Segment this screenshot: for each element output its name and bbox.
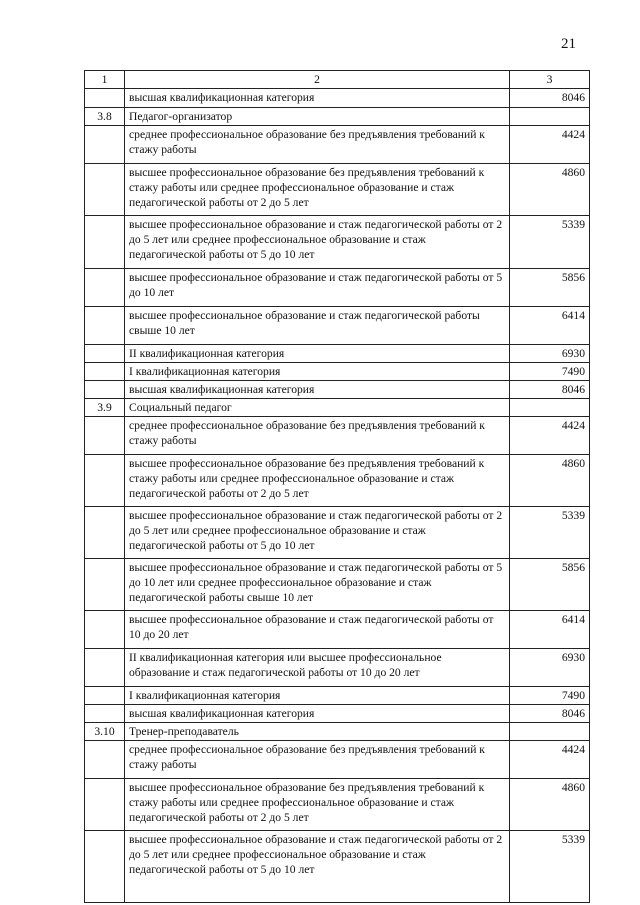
column-header-1: 1 xyxy=(85,71,125,89)
table-row xyxy=(85,307,590,345)
section-row xyxy=(85,399,590,417)
row-number xyxy=(85,455,125,507)
section-number: 3.8 xyxy=(85,108,125,126)
section-number: 3.9 xyxy=(85,399,125,417)
section-number: 3.10 xyxy=(85,723,125,741)
row-number xyxy=(85,89,125,108)
table-row xyxy=(85,507,590,559)
row-value: 8046 xyxy=(510,705,590,723)
row-value: 5856 xyxy=(510,269,590,307)
table-row xyxy=(85,741,590,779)
row-value: 6930 xyxy=(510,345,590,363)
row-description: высшее профессиональное образование и стаж педагогической работы от 2 до 5 лет или среднее профессиональное образование и стаж педагогической работы от 5 до 10 лет xyxy=(125,831,510,903)
row-description: среднее профессиональное образование без предъявления требований к стажу работы xyxy=(125,741,510,779)
row-description: I квалификационная категория xyxy=(125,363,510,381)
page-number: 21 xyxy=(561,36,576,52)
row-value: 6414 xyxy=(510,307,590,345)
table-row xyxy=(85,831,590,903)
row-value xyxy=(510,399,590,417)
row-value: 7490 xyxy=(510,363,590,381)
row-number xyxy=(85,779,125,831)
table-row xyxy=(85,126,590,164)
table-row xyxy=(85,381,590,399)
table-row xyxy=(85,559,590,611)
table-row xyxy=(85,779,590,831)
row-description: высшее профессиональное образование и стаж педагогической работы от 5 до 10 лет или среднее профессиональное образование и стаж педагогической работы свыше 10 лет xyxy=(125,559,510,611)
row-description: II квалификационная категория xyxy=(125,345,510,363)
row-value: 4424 xyxy=(510,741,590,779)
row-description: высшее профессиональное образование и стаж педагогической работы от 2 до 5 лет или среднее профессиональное образование и стаж педагогической работы от 5 до 10 лет xyxy=(125,216,510,269)
row-value: 8046 xyxy=(510,381,590,399)
row-number xyxy=(85,269,125,307)
table-row xyxy=(85,705,590,723)
row-number xyxy=(85,381,125,399)
row-number xyxy=(85,307,125,345)
section-row xyxy=(85,108,590,126)
table-row xyxy=(85,417,590,455)
row-description: II квалификационная категория или высшее профессиональное образование и стаж педагогической работы от 10 до 20 лет xyxy=(125,649,510,687)
row-number xyxy=(85,649,125,687)
row-number xyxy=(85,559,125,611)
salary-table xyxy=(84,70,590,903)
row-value xyxy=(510,723,590,741)
section-title: Тренер-преподаватель xyxy=(125,723,510,741)
row-number xyxy=(85,216,125,269)
table-row xyxy=(85,455,590,507)
row-value: 8046 xyxy=(510,89,590,108)
row-number xyxy=(85,831,125,903)
row-value: 6414 xyxy=(510,611,590,649)
row-value: 4424 xyxy=(510,417,590,455)
table-row xyxy=(85,649,590,687)
row-value: 5339 xyxy=(510,507,590,559)
row-description: высшее профессиональное образование без предъявления требований к стажу работы или среднее профессиональное образование и стаж педагогической работы от 2 до 5 лет xyxy=(125,455,510,507)
table-row xyxy=(85,345,590,363)
table-row xyxy=(85,611,590,649)
table-row xyxy=(85,687,590,705)
row-number xyxy=(85,417,125,455)
table-row xyxy=(85,89,590,108)
column-header-3: 3 xyxy=(510,71,590,89)
table-row xyxy=(85,164,590,216)
row-description: высшее профессиональное образование и стаж педагогической работы от 10 до 20 лет xyxy=(125,611,510,649)
table-row xyxy=(85,363,590,381)
section-title: Педагог-организатор xyxy=(125,108,510,126)
row-value: 5339 xyxy=(510,831,590,903)
row-description: высшее профессиональное образование без предъявления требований к стажу работы или среднее профессиональное образование и стаж педагогической работы от 2 до 5 лет xyxy=(125,164,510,216)
row-value: 4860 xyxy=(510,455,590,507)
row-value: 4860 xyxy=(510,164,590,216)
row-number xyxy=(85,611,125,649)
row-number xyxy=(85,126,125,164)
row-value: 5856 xyxy=(510,559,590,611)
header-row xyxy=(85,71,590,89)
row-description: высшее профессиональное образование и стаж педагогической работы свыше 10 лет xyxy=(125,307,510,345)
row-description: высшая квалификационная категория xyxy=(125,381,510,399)
row-value: 7490 xyxy=(510,687,590,705)
row-value xyxy=(510,108,590,126)
row-description: высшая квалификационная категория xyxy=(125,89,510,108)
row-number xyxy=(85,741,125,779)
row-value: 4860 xyxy=(510,779,590,831)
row-description: высшее профессиональное образование без предъявления требований к стажу работы или среднее профессиональное образование и стаж педагогической работы от 2 до 5 лет xyxy=(125,779,510,831)
row-description: среднее профессиональное образование без предъявления требований к стажу работы xyxy=(125,126,510,164)
row-number xyxy=(85,164,125,216)
row-description: среднее профессиональное образование без предъявления требований к стажу работы xyxy=(125,417,510,455)
row-number xyxy=(85,363,125,381)
column-header-2: 2 xyxy=(125,71,510,89)
table-row xyxy=(85,269,590,307)
row-value: 5339 xyxy=(510,216,590,269)
table-row xyxy=(85,216,590,269)
row-value: 6930 xyxy=(510,649,590,687)
row-value: 4424 xyxy=(510,126,590,164)
section-row xyxy=(85,723,590,741)
row-number xyxy=(85,345,125,363)
section-title: Социальный педагог xyxy=(125,399,510,417)
row-number xyxy=(85,687,125,705)
row-description: высшая квалификационная категория xyxy=(125,705,510,723)
row-number xyxy=(85,507,125,559)
row-number xyxy=(85,705,125,723)
row-description: высшее профессиональное образование и стаж педагогической работы от 5 до 10 лет xyxy=(125,269,510,307)
row-description: высшее профессиональное образование и стаж педагогической работы от 2 до 5 лет или среднее профессиональное образование и стаж педагогической работы от 5 до 10 лет xyxy=(125,507,510,559)
row-description: I квалификационная категория xyxy=(125,687,510,705)
